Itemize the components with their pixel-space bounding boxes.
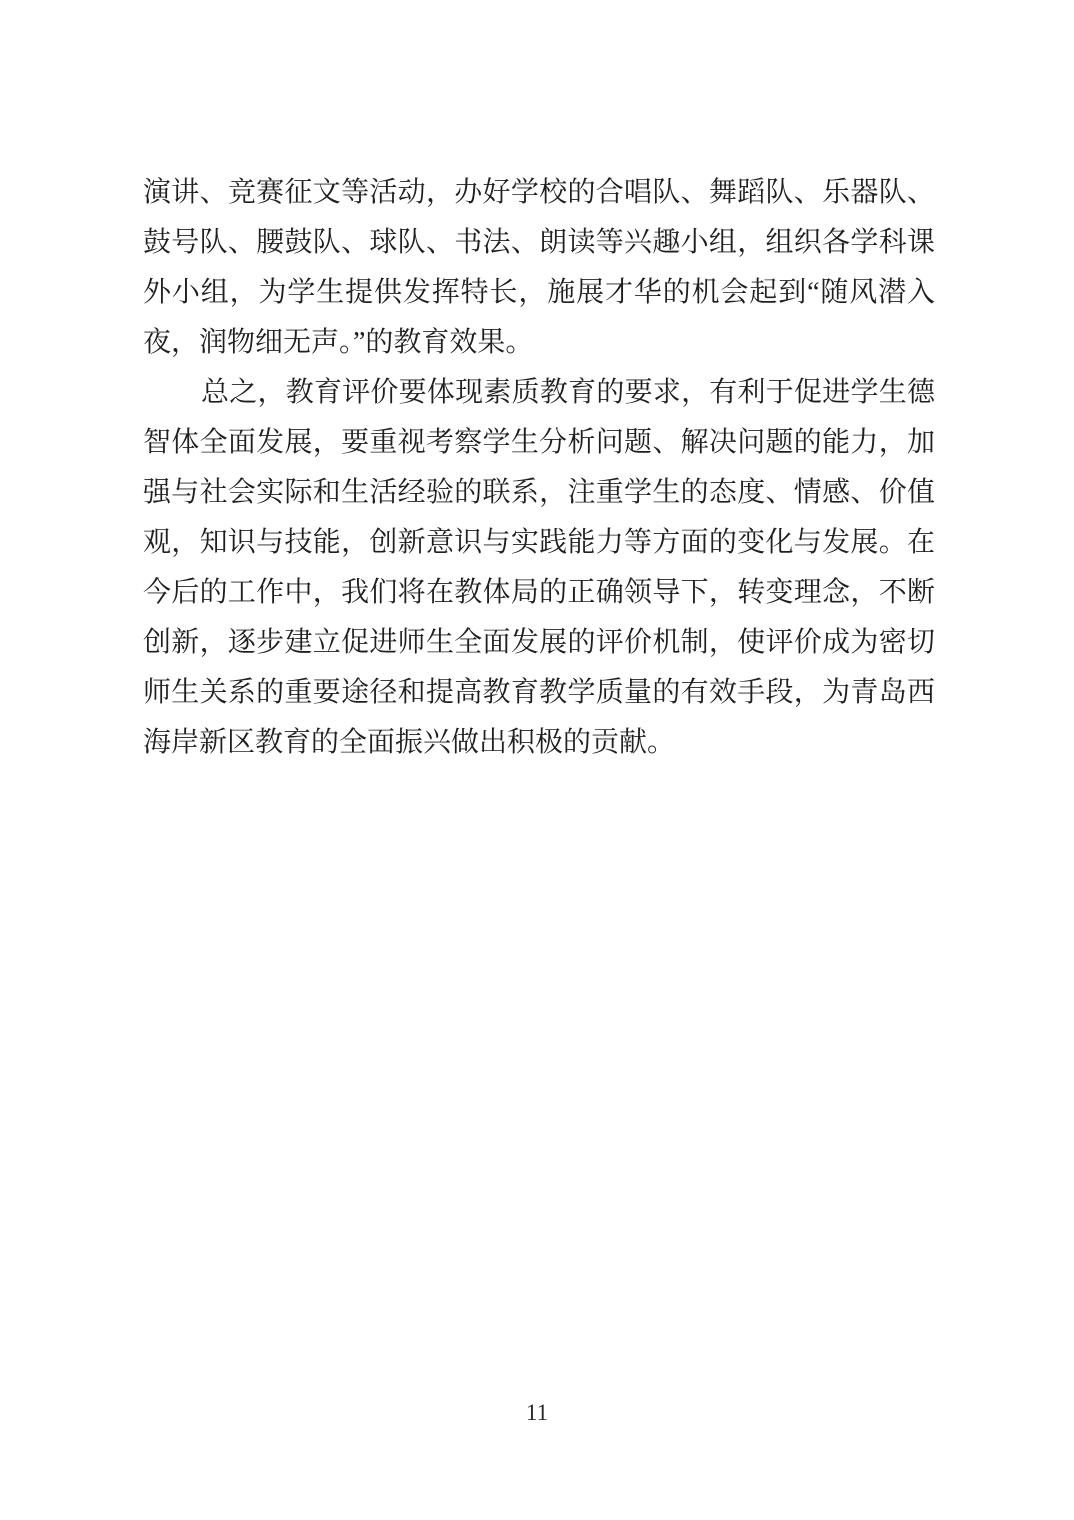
text-line: 夜，润物细无声。”的教育效果。 <box>143 327 534 358</box>
text-line: 外小组，为学生提供发挥特长，施展才华的机会起到“随风潜入 <box>143 277 935 308</box>
text-line: 总之，教育评价要体现素质教育的要求，有利于促进学生德 <box>201 377 935 408</box>
text-line: 鼓号队、腰鼓队、球队、书法、朗读等兴趣小组，组织各学科课 <box>143 227 935 258</box>
text-line: 观，知识与技能，创新意识与实践能力等方面的变化与发展。在 <box>143 527 935 558</box>
text-line: 智体全面发展，要重视考察学生分析问题、解决问题的能力，加 <box>143 427 935 458</box>
text-line: 今后的工作中，我们将在教体局的正确领导下，转变理念，不断 <box>143 577 935 608</box>
text-line: 海岸新区教育的全面振兴做出积极的贡献。 <box>143 727 676 758</box>
text-line: 演讲、竞赛征文等活动，办好学校的合唱队、舞蹈队、乐器队、 <box>143 177 935 208</box>
text-line: 师生关系的重要途径和提高教育教学质量的有效手段，为青岛西 <box>143 677 935 708</box>
text-line: 强与社会实际和生活经验的联系，注重学生的态度、情感、价值 <box>143 477 935 508</box>
text-block <box>143 168 935 768</box>
page-number: 11 <box>525 1400 549 1425</box>
text-line: 创新，逐步建立促进师生全面发展的评价机制，使评价成为密切 <box>143 627 935 658</box>
